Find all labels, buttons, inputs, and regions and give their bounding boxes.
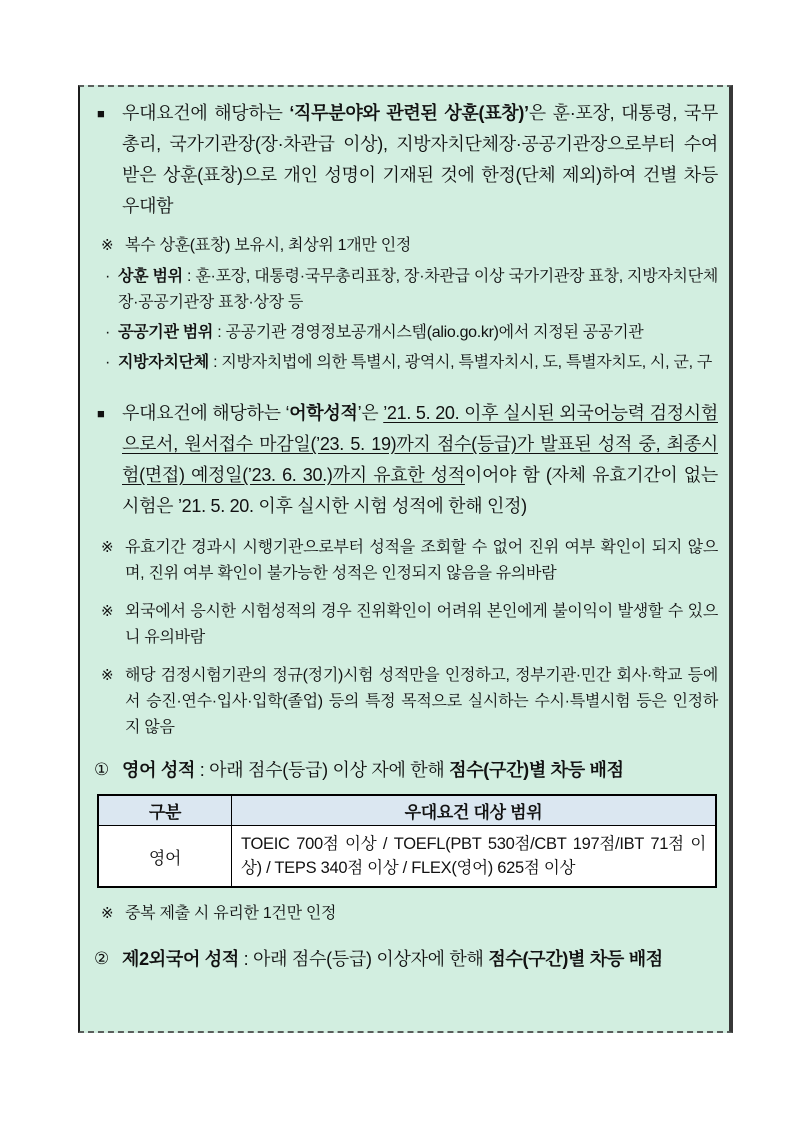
text-segment: : 공공기관 경영정보공개시스템(alio.go.kr)에서 지정된 공공기관: [213, 324, 644, 341]
text-segment: : 지방자치법에 의한 특별시, 광역시, 특별자치시, 도, 특별자치도, 시, 군, 구: [208, 354, 713, 371]
paragraph-language-score-text: [122, 398, 718, 522]
sub-item-local-government-text: [118, 350, 718, 376]
note-foreign-test: [94, 599, 718, 651]
note-foreign-test-text: 외국에서 응시한 시험성적의 경우 진위확인이 어려워 본인에게 불이익이 발생할 수 있으니 유의바람: [125, 603, 718, 646]
paragraph-award-criteria: [94, 98, 718, 222]
paragraph-award-criteria-text: [122, 98, 718, 222]
text-segment: 은 훈·포장, 대통령, 국무총리, 국가기관장(장·차관급 이상), 지방자치단체장·공공기관장으로부터 수여받은 상훈(표창)으로 개인 성명이 기재된 것에 한정(단체 제외)하여 건별 차등 우대함: [122, 103, 718, 216]
paragraph-language-score: [94, 398, 718, 522]
text-segment-bold: 점수(구간)별 차등 배점: [488, 949, 663, 969]
circled-one-icon: ①: [94, 760, 110, 779]
dot-bullet-icon: ·: [105, 354, 111, 371]
table-header-row: [98, 795, 716, 826]
dot-bullet-icon: ·: [105, 324, 111, 341]
sub-item-label: 공공기관 범위: [118, 324, 214, 341]
text-segment: : 훈·포장, 대통령·국무총리표창, 장·차관급 이상 국가기관장 표창, 지방자치단체장·공공기관장 표창·상장 등: [118, 268, 718, 311]
text-segment: : 아래 점수(등급) 이상 자에 한해: [195, 760, 450, 780]
item-label-bold: 제2외국어 성적: [122, 949, 239, 969]
english-score-table: [97, 794, 717, 888]
item-label-bold: 영어 성적: [122, 760, 196, 780]
table-cell-category: 영어: [98, 826, 232, 888]
sub-item-award-scope: [94, 264, 718, 316]
reference-mark-icon: ※: [101, 237, 114, 254]
note-duplicate-submission: [94, 901, 718, 927]
text-segment-bold: 점수(구간)별 차등 배점: [449, 760, 624, 780]
text-segment: ’은: [357, 403, 384, 423]
note-expired-score: [94, 535, 718, 587]
reference-mark-icon: ※: [101, 905, 114, 922]
item-second-language-score: [94, 944, 718, 974]
note-regular-test-only: [94, 663, 718, 741]
square-bullet-icon: ■: [97, 406, 105, 421]
sub-item-local-government: [94, 350, 718, 376]
notice-box: [78, 85, 733, 1033]
table-row: [98, 826, 716, 888]
text-segment-bold: 어학성적: [289, 403, 358, 423]
text-segment: : 아래 점수(등급) 이상자에 한해: [238, 949, 489, 969]
table-header-category: 구분: [98, 795, 232, 826]
square-bullet-icon: ■: [97, 106, 105, 121]
reference-mark-icon: ※: [101, 667, 114, 684]
circled-two-icon: ②: [94, 949, 110, 968]
reference-mark-icon: ※: [101, 539, 114, 556]
note-multiple-awards-text: 복수 상훈(표창) 보유시, 최상위 1개만 인정: [125, 237, 412, 254]
note-multiple-awards: [94, 233, 718, 259]
note-duplicate-submission-text: 중복 제출 시 유리한 1건만 인정: [125, 905, 337, 922]
dot-bullet-icon: ·: [105, 268, 111, 285]
sub-item-public-institution-scope-text: [118, 320, 718, 346]
text-segment: 우대요건에 해당하는: [122, 103, 290, 123]
sub-item-public-institution-scope: [94, 320, 718, 346]
text-segment-bold: ‘직무분야와 관련된 상훈(표창)’: [289, 103, 529, 123]
sub-item-label: 지방자치단체: [118, 354, 209, 371]
item-english-score-text: [122, 755, 718, 785]
reference-mark-icon: ※: [101, 603, 114, 620]
text-segment-underline: ’21. 5. 20. 이후 실시된 외국어능력 검정시험으로서, 원서접수 마감일(’23. 5. 19)까지 점수(등급)가 발표된 성적 중, 최종시험(면접) 예정일(’23. 6. 30.)까지 유효한 성적: [122, 403, 718, 485]
text-segment: 이어야 함 (자체 유효기간이 없는 시험은 ’21. 5. 20. 이후 실시한 시험 성적에 한해 인정): [122, 465, 718, 516]
sub-item-label: 상훈 범위: [118, 268, 183, 285]
note-regular-test-only-text: 해당 검정시험기관의 정규(정기)시험 성적만을 인정하고, 정부기관·민간 회사·학교 등에서 승진·연수·입사·입학(졸업) 등의 특정 목적으로 실시하는 수시·특별시험 등은 인정하지 않음: [125, 667, 718, 736]
item-english-score: [94, 755, 718, 785]
table-header-range: 우대요건 대상 범위: [232, 795, 717, 826]
text-segment: 우대요건에 해당하는 ‘: [122, 403, 290, 423]
table-cell-range: TOEIC 700점 이상 / TOEFL(PBT 530점/CBT 197점/IBT 71점 이상) / TEPS 340점 이상 / FLEX(영어) 625점 이상: [232, 826, 717, 888]
sub-item-award-scope-text: [118, 264, 718, 316]
item-second-language-score-text: [122, 944, 718, 974]
note-expired-score-text: 유효기간 경과시 시행기관으로부터 성적을 조회할 수 없어 진위 여부 확인이 되지 않으며, 진위 여부 확인이 불가능한 성적은 인정되지 않음을 유의바람: [125, 539, 718, 582]
